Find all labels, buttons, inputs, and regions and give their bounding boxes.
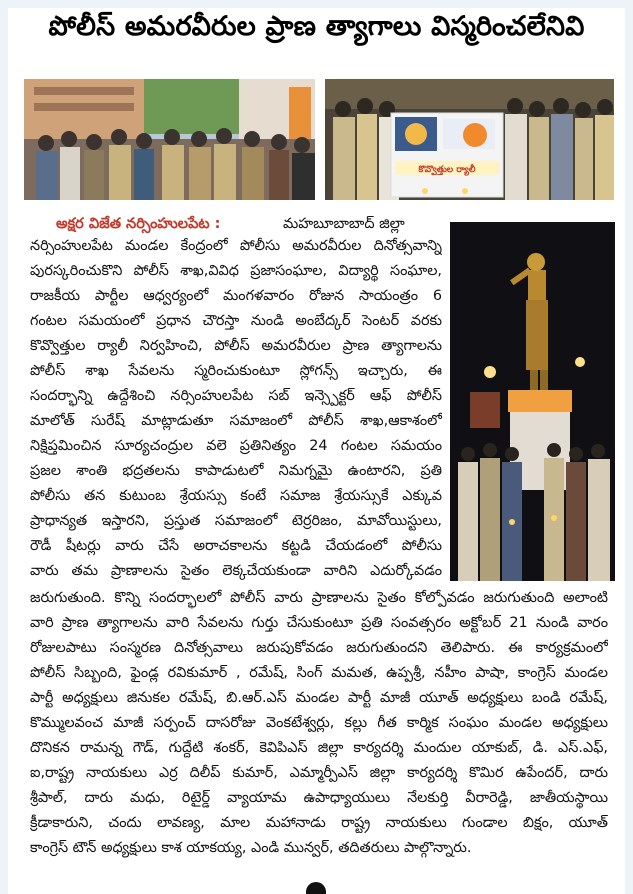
article-line: కొమ్ములవంచ మాజీ సర్పంచ్ దాసరోజు వెంకటేశ్వర్లు, కల్లు గీత కార్మిక సంఘం మండల అధ్యక్షులు bbox=[30, 715, 608, 731]
article-line: జరుగుతుంది. కొన్ని సందర్భాలలో పోలీస్ వారు ప్రాణాలను సైతం కోల్పోవడం జరుగుతుంది అలాంటి bbox=[30, 590, 608, 606]
article-line: శ్రీపాల్, దారు మధు, రిటైర్డ్ వ్యాయామ ఉపాధ్యాయులు నేలకుర్తి వీరారెడ్డి, జాతీయస్థాయి bbox=[30, 790, 608, 806]
article-line: నిక్షిప్తమించిన సూర్యచంద్రుల వలె ప్రతినిత్యం 24 గంటల సమయం bbox=[30, 438, 442, 454]
photo-icon bbox=[325, 79, 614, 200]
article-line: పోలీస్ శాఖ సేవలను స్మరించుకుంటూ స్లోగన్స్ ఇచ్చారు, ఈ bbox=[30, 363, 442, 379]
article-line: పార్టీ అధ్యక్షులు జినుకల రమేష్, బి.ఆర్.ఎస్ మండల పార్టీ మాజీ యూత్ అధ్యక్షులు బండి రమేష్, bbox=[30, 690, 608, 706]
article-line: వారు తమ ప్రాణాలను సైతం లెక్కచేయకుండా వారిని ఎదుర్కోవడం bbox=[30, 563, 442, 579]
article-line: ప్రజల శాంతి భద్రతలను కాపాడుటలో నిమగ్నమై ఉంటారని, ప్రతి bbox=[30, 463, 442, 479]
article-line: ప్రాధాన్యత ఇస్తారని, ప్రస్తుత సమాజంలో టెర్రరిజం, మావోయిస్టులు, bbox=[30, 513, 442, 529]
article-line: రోజులపాటు సంస్మరణ దినోత్సవాలు జరుపుకోవడం జరుగుతుందని తెలిపారు. ఈ కార్యక్రమంలో bbox=[30, 640, 608, 656]
article-line: కాంగ్రెస్ టౌన్ అధ్యక్షులు కాశ యాకయ్య, ఎండి మున్వర్, తదితరులు పాల్గొన్నారు. bbox=[30, 840, 472, 856]
headline: పోలీస్ అమరవీరుల ప్రాణ త్యాగాలు విస్మరించలేనివి bbox=[48, 11, 585, 42]
article-line: గంటల సమయంలో ప్రధాన చౌరస్తా నుండి అంబేద్కర్ సెంటర్ వరకు bbox=[30, 313, 442, 329]
article-line: పురస్కరించుకొని పోలీస్ శాఖ,వివిధ ప్రజాసంఘాల, విద్యార్థి సంఘాల, bbox=[30, 263, 442, 279]
article-line: ఐ,రాష్ట్ర నాయకులు ఎర్ర దిలీప్ కుమార్, ఎమ్మార్పీఎస్ జిల్లా కార్యదర్శి కొమిర ఉపేందర్, దారు bbox=[30, 765, 608, 781]
article-line: రాజకీయ పార్టీల ఆధ్వర్యంలో మంగళవారం రోజున సాయంత్రం 6 bbox=[30, 288, 442, 304]
article-line: దొనికన రామన్న గౌడ్, గుద్దేటి శంకర్, కెవిపిఎస్ జిల్లా కార్యదర్శి మందుల యాకుబ్, డి. ఎస్.ఎఫ్, bbox=[30, 740, 608, 756]
article-line: మాలోత్ సురేష్ మాట్లాడుతూ సమాజంలో పోలీస్ శాఖ,ఆకాశంలో bbox=[30, 413, 442, 429]
photo-candle-rally-banner bbox=[325, 79, 614, 200]
article-line: కొవ్వొత్తుల ర్యాలీ నిర్వహించి, పోలీస్ అమరవీరుల ప్రాణ త్యాగాలను bbox=[30, 338, 442, 354]
article-line: పోలీసు తన కుటుంబ శ్రేయస్సు కంటే సమాజ శ్రేయస్సుకే ఎక్కువ bbox=[30, 488, 442, 504]
byline: అక్షర విజేత నర్సింహులపేట : bbox=[56, 216, 221, 232]
article-line: పోలీస్ సిబ్బంది, ఫైండ్ల రవికుమార్ , రమేష్, సింగ్ మమత, ఉప్పశ్రీ, నహీం పాషా, కాంగ్రెస్ మండల bbox=[30, 665, 608, 681]
photo-icon bbox=[450, 222, 615, 581]
article-line: రౌడీ షీటర్లు వారు చేసే అరాచకాలను కట్టడి చేయడంలో పోలీసు bbox=[30, 538, 442, 554]
article-line: వారి ప్రాణ త్యాగాలను వారి సేవలను గుర్తు చేసుకుంటూ ప్రతి సంవత్సరం అక్టోబర్ 21 నుండి వారం bbox=[30, 615, 608, 631]
article-line: క్రీడాకారుని, చందు లావణ్య, మాల మహానాడు రాష్ట్ర నాయకులు గుండాల బిక్షం, యూత్ bbox=[30, 815, 608, 831]
article-line: సందర్భాన్ని ఉద్దేశించి నర్సింహులపేట సబ్ ఇన్స్పెక్టర్ ఆఫ్ పోలీస్ bbox=[30, 388, 442, 404]
article-line: నర్సింహులపేట మండల కేంద్రంలో పోలీసు అమరవీరుల దినోత్సవాన్ని bbox=[30, 238, 442, 254]
photo-police-rally-group bbox=[24, 79, 315, 200]
photo-ambedkar-statue-night bbox=[450, 222, 615, 581]
photo-icon bbox=[24, 79, 315, 200]
article-first-line: మహబూబాబాద్ జిల్లా bbox=[283, 216, 405, 232]
banner-text: కొవ్వొత్తుల ర్యాలీ bbox=[418, 165, 476, 175]
